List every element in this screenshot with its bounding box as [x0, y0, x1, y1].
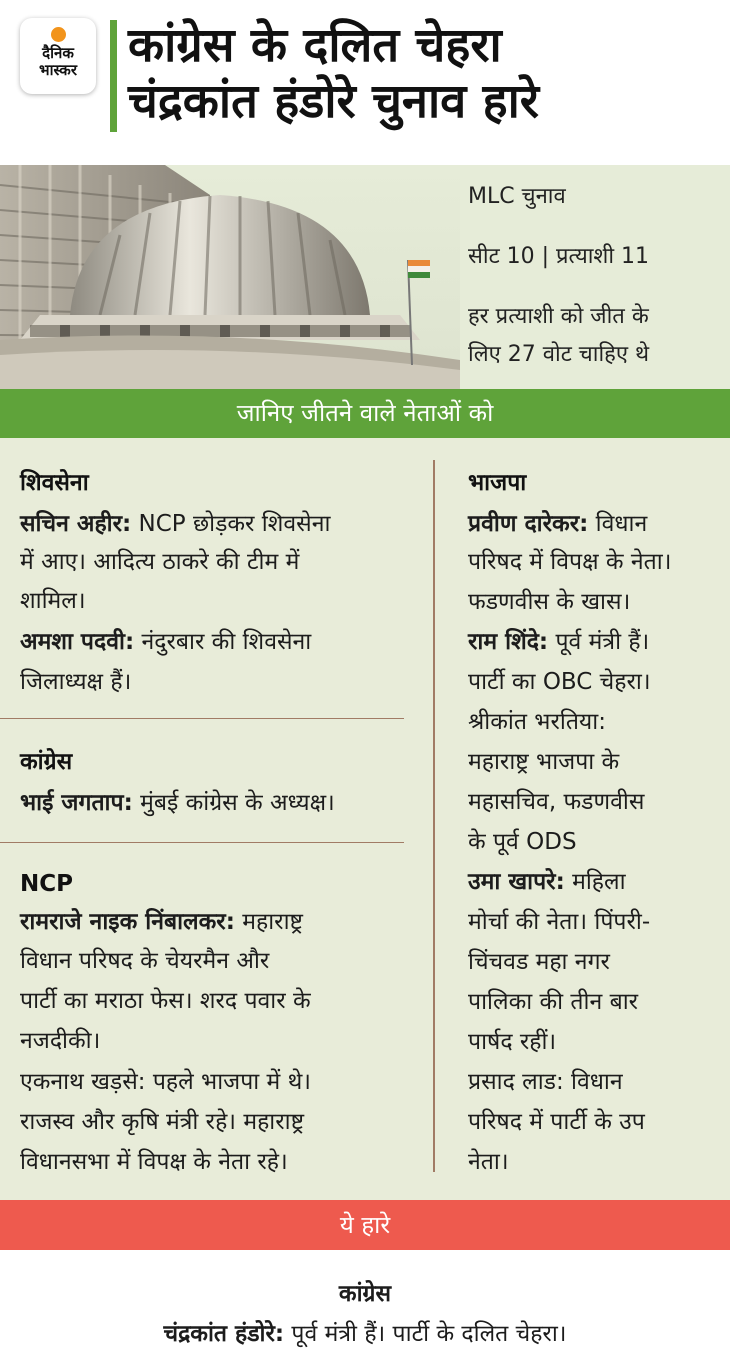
- candidate-desc: श्रीकांत भरतिया:: [468, 709, 606, 735]
- candidate-name: राम शिंदे:: [468, 629, 549, 655]
- candidate-desc: शामिल।: [20, 588, 86, 614]
- candidate-entry: [20, 903, 303, 941]
- candidate-name: सचिन अहीर:: [20, 511, 132, 537]
- candidate-desc: नंदुरबार की शिवसेना: [134, 629, 312, 655]
- vidhan-bhavan-illustration: [0, 165, 460, 389]
- headline-line1: कांग्रेस के दलित चेहरा: [128, 18, 502, 73]
- candidate-entry: [0, 1315, 730, 1353]
- candidate-entry: [468, 505, 647, 543]
- candidate-desc: पार्षद रहीं।: [468, 1029, 557, 1055]
- losers-banner: ये हारे: [0, 1200, 730, 1250]
- party-heading-congress-lost: कांग्रेस: [338, 1281, 392, 1307]
- candidate-entry: [468, 863, 626, 901]
- candidate-desc: चिंचवड महा नगर: [468, 949, 610, 975]
- candidate-entry: [468, 623, 649, 661]
- candidate-entry: [20, 623, 311, 661]
- candidate-name: उमा खापरे:: [468, 869, 565, 895]
- candidate-desc: महाराष्ट्र: [234, 909, 303, 935]
- candidate-desc: परिषद में विपक्ष के नेता।: [468, 549, 672, 575]
- section-divider: [0, 842, 404, 843]
- section-divider: [0, 718, 404, 719]
- party-heading-bjp: भाजपा: [468, 470, 527, 496]
- votes-required-line1: हर प्रत्याशी को जीत के: [468, 304, 649, 329]
- candidate-name: भाई जगताप:: [20, 790, 133, 816]
- candidate-desc: में आए। आदित्य ठाकरे की टीम में: [20, 549, 300, 575]
- logo-text-line2: भास्कर: [39, 61, 77, 79]
- candidate-desc: महाराष्ट्र भाजपा के: [468, 749, 620, 775]
- candidate-desc: राजस्व और कृषि मंत्री रहे। महाराष्ट्र: [20, 1109, 305, 1135]
- candidate-desc: महिला: [564, 869, 626, 895]
- candidate-name: प्रवीण दारेकर:: [468, 511, 589, 537]
- candidate-desc: परिषद में पार्टी के उप: [468, 1109, 645, 1135]
- candidate-desc: विधान परिषद के चेयरमैन और: [20, 948, 270, 974]
- party-heading-ncp: NCP: [20, 871, 73, 897]
- candidate-desc: NCP छोड़कर शिवसेना: [131, 511, 331, 537]
- column-divider: [433, 460, 435, 1172]
- votes-required-line2: लिए 27 वोट चाहिए थे: [468, 342, 650, 367]
- candidate-name: रामराजे नाइक निंबालकर:: [20, 909, 235, 935]
- title-accent-bar: [110, 20, 117, 132]
- candidate-desc: पालिका की तीन बार: [468, 989, 639, 1015]
- candidate-name: चंद्रकांत हंडोरे:: [163, 1321, 285, 1347]
- candidate-desc: फडणवीस के खास।: [468, 589, 631, 615]
- candidate-desc: प्रसाद लाड: विधान: [468, 1069, 623, 1095]
- party-heading-congress: कांग्रेस: [20, 749, 73, 775]
- candidate-entry: [20, 505, 330, 543]
- party-heading-shivsena: शिवसेना: [20, 470, 89, 496]
- candidate-name: अमशा पदवी:: [20, 629, 135, 655]
- flag-icon: [408, 260, 430, 278]
- candidate-desc: पार्टी का OBC चेहरा।: [468, 669, 651, 695]
- candidate-desc: मुंबई कांग्रेस के अध्यक्ष।: [132, 790, 335, 816]
- headline-line2: चंद्रकांत हंडोरे चुनाव हारे: [128, 74, 540, 129]
- candidate-desc: महासचिव, फडणवीस: [468, 789, 645, 815]
- candidate-desc: मोर्चा की नेता। पिंपरी-: [468, 909, 651, 935]
- dainik-bhaskar-logo[interactable]: [20, 18, 96, 94]
- candidate-desc: पार्टी का मराठा फेस। शरद पवार के: [20, 988, 311, 1014]
- candidate-desc: के पूर्व ODS: [468, 829, 577, 855]
- header: [0, 0, 730, 165]
- candidate-desc: पूर्व मंत्री हैं।: [548, 629, 650, 655]
- sun-icon: [51, 27, 66, 42]
- candidate-desc: जिलाध्यक्ष हैं।: [20, 669, 132, 695]
- headline: [128, 18, 728, 130]
- candidate-desc: पूर्व मंत्री हैं। पार्टी के दलित चेहरा।: [284, 1321, 567, 1347]
- seat-count: सीट 10 | प्रत्याशी 11: [468, 244, 650, 269]
- candidate-desc: एकनाथ खड़से: पहले भाजपा में थे।: [20, 1069, 312, 1095]
- winners-banner: जानिए जीतने वाले नेताओं को: [0, 389, 730, 438]
- candidate-desc: नेता।: [468, 1149, 509, 1175]
- election-type: MLC चुनाव: [468, 184, 566, 209]
- candidate-desc: विधान: [588, 511, 648, 537]
- candidate-desc: नजदीकी।: [20, 1028, 101, 1054]
- logo-text-line1: दैनिक: [42, 44, 74, 62]
- candidate-entry: [20, 784, 335, 822]
- candidate-desc: विधानसभा में विपक्ष के नेता रहे।: [20, 1149, 288, 1175]
